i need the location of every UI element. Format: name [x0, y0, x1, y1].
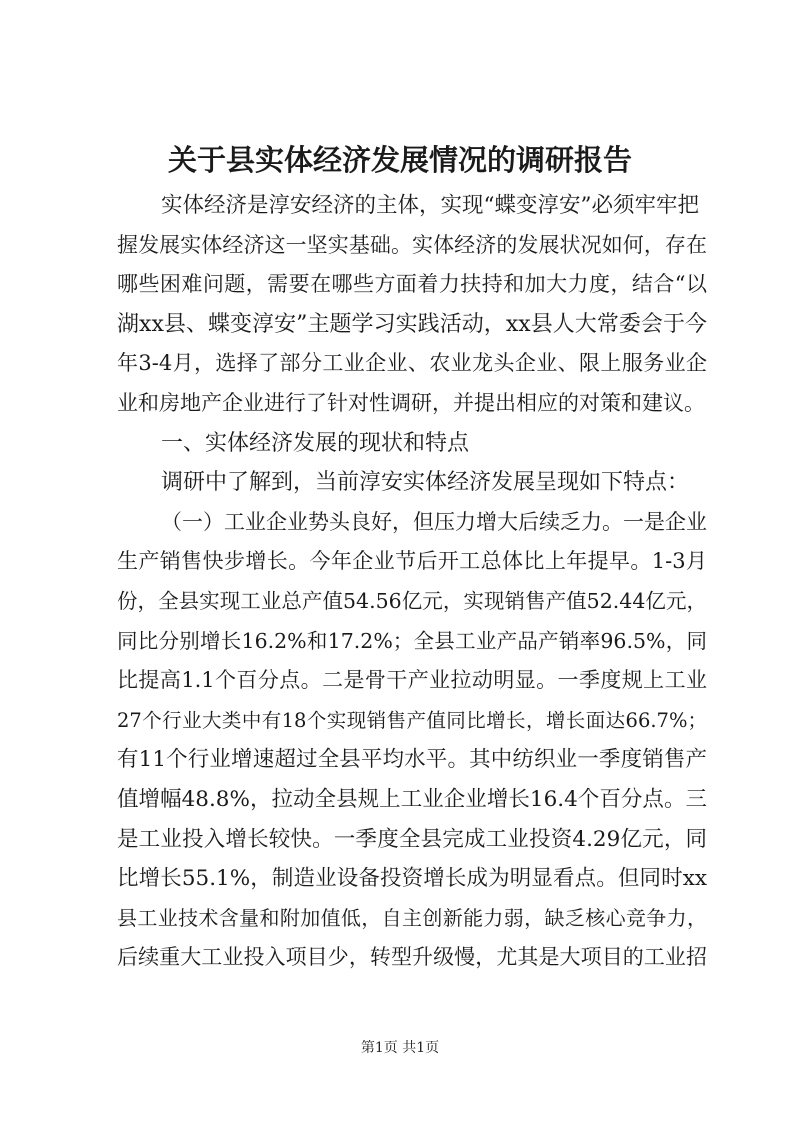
paragraph-line: 握发展实体经济这一坚实基础。实体经济的发展状况如何，存在	[117, 232, 707, 257]
paragraph-line: 湖xx县、蝶变淳安”主题学习实践活动，xx县人大常委会于今	[117, 311, 707, 337]
paragraph-line: 调研中了解到，当前淳安实体经济发展呈现如下特点：	[161, 470, 690, 496]
paragraph-line: 比增长55.1%，制造业设备投资增长成为明显看点。但同时xx	[117, 866, 707, 892]
paragraph-line: 有11个行业增速超过全县平均水平。其中纺织业一季度销售产	[117, 747, 707, 773]
paragraph-line: 27个行业大类中有18个实现销售产值同比增长，增长面达66.7%；	[117, 708, 707, 732]
paragraph-line: 年3-4月，选择了部分工业企业、农业龙头企业、限上服务业企	[117, 351, 707, 376]
paragraph-line: 值增幅48.8%，拉动全县规上工业企业增长16.4个百分点。三	[117, 786, 707, 812]
paragraph-line: 哪些困难问题，需要在哪些方面着力扶持和加大力度，结合“以	[117, 272, 707, 297]
paragraph-line: 同比分别增长16.2%和17.2%；全县工业产品产销率96.5%，同	[117, 628, 707, 653]
paragraph-line: 生产销售快步增长。今年企业节后开工总体比上年提早。1-3月	[117, 549, 707, 574]
paragraph-line: 后续重大工业投入项目少，转型升级慢，尤其是大项目的工业招	[117, 945, 707, 970]
section-heading: 一、实体经济发展的现状和特点	[161, 430, 470, 456]
document-title: 关于县实体经济发展情况的调研报告	[167, 143, 632, 177]
paragraph-line: 业和房地产企业进行了针对性调研，并提出相应的对策和建议。	[117, 390, 705, 415]
page-footer: 第1页 共1页	[360, 1040, 440, 1056]
paragraph-line: 比提高1.1个百分点。二是骨干产业拉动明显。一季度规上工业	[117, 668, 707, 693]
paragraph-line: 份，全县实现工业总产值54.56亿元，实现销售产值52.44亿元，	[117, 588, 707, 613]
paragraph-line: 实体经济是淳安经济的主体，实现“蝶变淳安”必须牢牢把	[161, 193, 699, 218]
paragraph-line: 县工业技术含量和附加值低，自主创新能力弱，缺乏核心竞争力，	[117, 905, 707, 930]
subsection-line: （一）工业企业势头良好，但压力增大后续乏力。一是企业	[161, 509, 707, 534]
document-body	[117, 186, 707, 978]
paragraph-line: 是工业投入增长较快。一季度全县完成工业投资4.29亿元，同	[117, 826, 707, 852]
